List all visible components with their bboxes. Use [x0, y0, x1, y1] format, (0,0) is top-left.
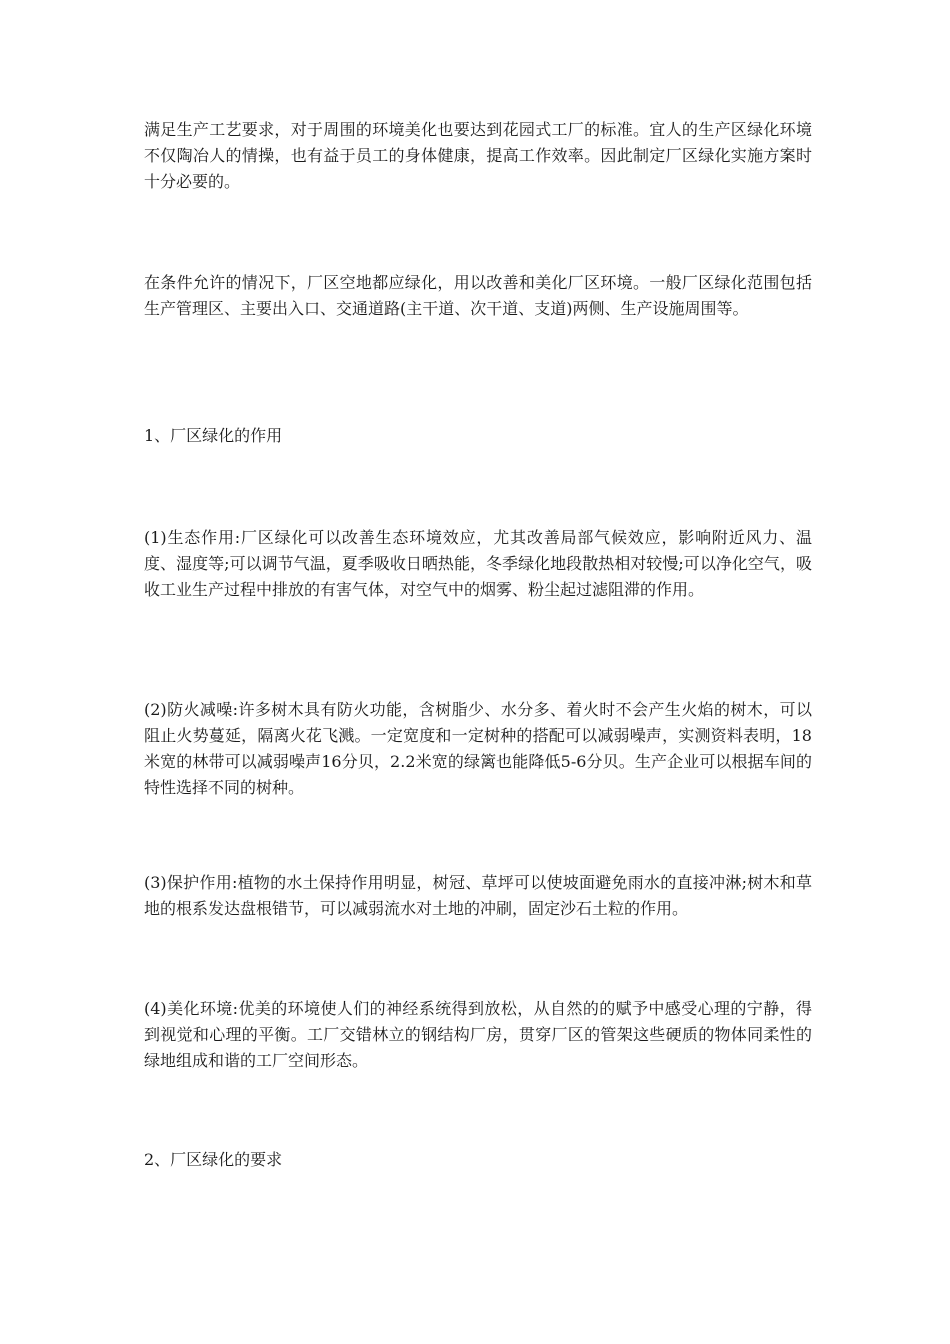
- section-heading-requirements: 2、厂区绿化的要求: [144, 1150, 283, 1169]
- paragraph-fire-noise-function: (2)防火减噪:许多树木具有防火功能，含树脂少、水分多、着火时不会产生火焰的树木，可以阻止火势蔓延，隔离火花飞溅。一定宽度和一定树种的搭配可以减弱噪声，实测资料表明，18米宽的林带可以减弱噪声16分贝，2.2米宽的绿篱也能降低5-6分贝。生产企业可以根据车间的特性选择不同的树种。: [144, 700, 812, 797]
- paragraph-intro: 满足生产工艺要求，对于周围的环境美化也要达到花园式工厂的标准。宜人的生产区绿化环境不仅陶冶人的情操，也有益于员工的身体健康，提高工作效率。因此制定厂区绿化实施方案时十分必要的。: [144, 120, 812, 191]
- paragraph-beautification-function: (4)美化环境:优美的环境使人们的神经系统得到放松，从自然的的赋予中感受心理的宁静，得到视觉和心理的平衡。工厂交错林立的钢结构厂房，贯穿厂区的管架这些硬质的物体同柔性的绿地组成和谐的工厂空间形态。: [144, 999, 812, 1070]
- paragraph-scope: 在条件允许的情况下，厂区空地都应绿化，用以改善和美化厂区环境。一般厂区绿化范围包括生产管理区、主要出入口、交通道路(主干道、次干道、支道)两侧、生产设施周围等。: [144, 273, 812, 318]
- section-heading-functions: 1、厂区绿化的作用: [144, 426, 283, 445]
- paragraph-ecological-function: (1)生态作用:厂区绿化可以改善生态环境效应，尤其改善局部气候效应，影响附近风力、温度、湿度等;可以调节气温，夏季吸收日晒热能，冬季绿化地段散热相对较慢;可以净化空气，吸收工业生产过程中排放的有害气体，对空气中的烟雾、粉尘起过滤阻滞的作用。: [144, 528, 812, 599]
- paragraph-protection-function: (3)保护作用:植物的水土保持作用明显，树冠、草坪可以使坡面避免雨水的直接冲淋;树木和草地的根系发达盘根错节，可以减弱流水对土地的冲刷，固定沙石土粒的作用。: [144, 873, 812, 918]
